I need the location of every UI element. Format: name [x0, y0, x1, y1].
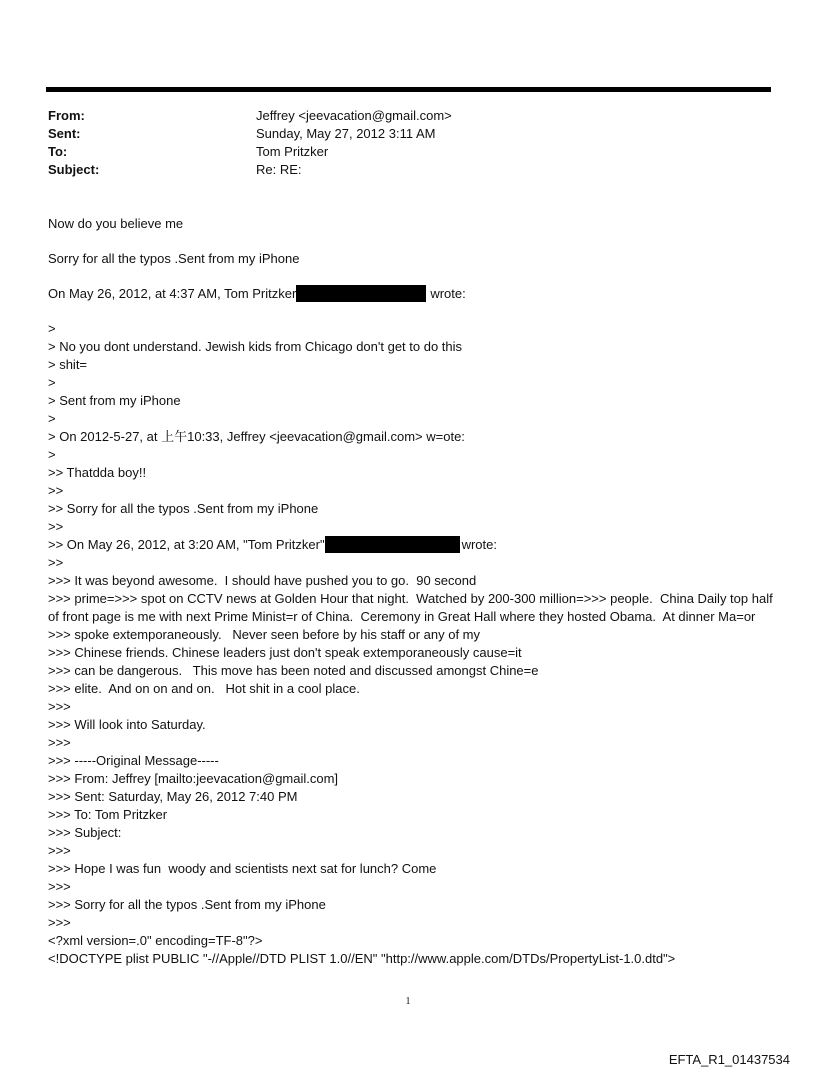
sent-label: Sent: — [48, 126, 81, 141]
quoted-line: >>> Subject: — [48, 825, 122, 840]
to-value: Tom Pritzker — [256, 144, 329, 159]
quoted-line: > shit= — [48, 357, 88, 372]
xml-line: <!DOCTYPE plist PUBLIC "-//Apple//DTD PLIST 1.0//EN" "http://www.apple.com/DTDs/PropertyList-1.0.dtd"> — [48, 951, 676, 966]
quoted-line: > — [48, 321, 56, 336]
from-label: From: — [48, 108, 85, 123]
quoted-line: >>> -----Original Message----- — [48, 753, 219, 768]
quoted-line: >>> Will look into Saturday. — [48, 717, 206, 732]
from-row — [48, 107, 768, 125]
sent-row — [48, 125, 768, 143]
quoted-line: >>> — [48, 915, 71, 930]
quoted-line: >> Sorry for all the typos .Sent from my iPhone — [48, 501, 319, 516]
quoted-line: >>> — [48, 699, 71, 714]
quoted-line: > On 2012-5-27, at 上午10:33, Jeffrey <jeevacation@gmail.com> w=ote: — [48, 429, 465, 444]
quoted-line: >>> Sent: Saturday, May 26, 2012 7:40 PM — [48, 789, 298, 804]
quoted-line: >>> Sorry for all the typos .Sent from my iPhone — [48, 897, 326, 912]
email-header — [48, 107, 768, 179]
redaction-box — [296, 285, 426, 302]
subject-label: Subject: — [48, 162, 100, 177]
quoted-attribution-text: >> On May 26, 2012, at 3:20 AM, "Tom Pritzker" — [48, 537, 325, 552]
quoted-line: >>> — [48, 843, 71, 858]
quoted-line: >>> can be dangerous. This move has been noted and discussed amongst Chine=e — [48, 663, 539, 678]
attribution-line — [48, 285, 773, 303]
to-label: To: — [48, 144, 68, 159]
subject-value: Re: RE: — [256, 162, 302, 177]
from-value: Jeffrey <jeevacation@gmail.com> — [256, 108, 452, 123]
body-line: Sorry for all the typos .Sent from my iPhone — [48, 251, 300, 266]
quoted-line: >>> — [48, 879, 71, 894]
quoted-line: >>> spoke extemporaneously. Never seen before by his staff or any of my — [48, 627, 481, 642]
attribution-text: On May 26, 2012, at 4:37 AM, Tom Pritzker — [48, 286, 297, 301]
quoted-line: >>> Hope I was fun woody and scientists next sat for lunch? Come — [48, 861, 437, 876]
quoted-line: > Sent from my iPhone — [48, 393, 181, 408]
paragraph-gap — [48, 233, 773, 250]
paragraph-gap — [48, 268, 773, 285]
quoted-line: >> — [48, 555, 64, 570]
quoted-line: >>> elite. And on on and on. Hot shit in a cool place. — [48, 681, 360, 696]
paragraph-gap — [48, 303, 773, 320]
sent-value: Sunday, May 27, 2012 3:11 AM — [256, 126, 436, 141]
page-number: 1 — [405, 996, 411, 1007]
header-divider-rule — [46, 87, 771, 92]
quoted-line: >>> It was beyond awesome. I should have pushed you to go. 90 second — [48, 573, 477, 588]
quoted-line: >>> From: Jeffrey [mailto:jeevacation@gmail.com] — [48, 771, 339, 786]
quoted-line: >>> Chinese friends. Chinese leaders just don't speak extemporaneously cause=it — [48, 645, 522, 660]
quoted-line: > — [48, 411, 56, 426]
quoted-line: >> — [48, 519, 64, 534]
quoted-line: > — [48, 375, 56, 390]
quoted-line: >>> prime=>>> spot on CCTV news at Golden Hour that night. Watched by 200-300 million=>>> people. China Daily top half of front page is me with next Prime Minist=r of China. Ceremony in Great Hall where they hosted Obama. At dinner Ma=or — [48, 591, 777, 624]
quoted-line: > — [48, 447, 56, 462]
body-line: Now do you believe me — [48, 216, 184, 231]
document-id: EFTA_R1_01437534 — [668, 1052, 790, 1067]
quoted-attribution-line — [48, 536, 773, 554]
email-body — [48, 215, 777, 968]
subject-row — [48, 161, 768, 179]
quoted-line: >> — [48, 483, 64, 498]
quoted-line: >> Thatdda boy!! — [48, 465, 147, 480]
redaction-box — [325, 536, 460, 553]
quoted-line: >>> To: Tom Pritzker — [48, 807, 168, 822]
attribution-wrote: wrote: — [430, 286, 466, 301]
quoted-attribution-wrote: wrote: — [461, 537, 497, 552]
quoted-line: > No you dont understand. Jewish kids from Chicago don't get to do this — [48, 339, 463, 354]
xml-line: <?xml version=.0" encoding=TF-8"?> — [48, 933, 263, 948]
quoted-line: >>> — [48, 735, 71, 750]
to-row — [48, 143, 768, 161]
